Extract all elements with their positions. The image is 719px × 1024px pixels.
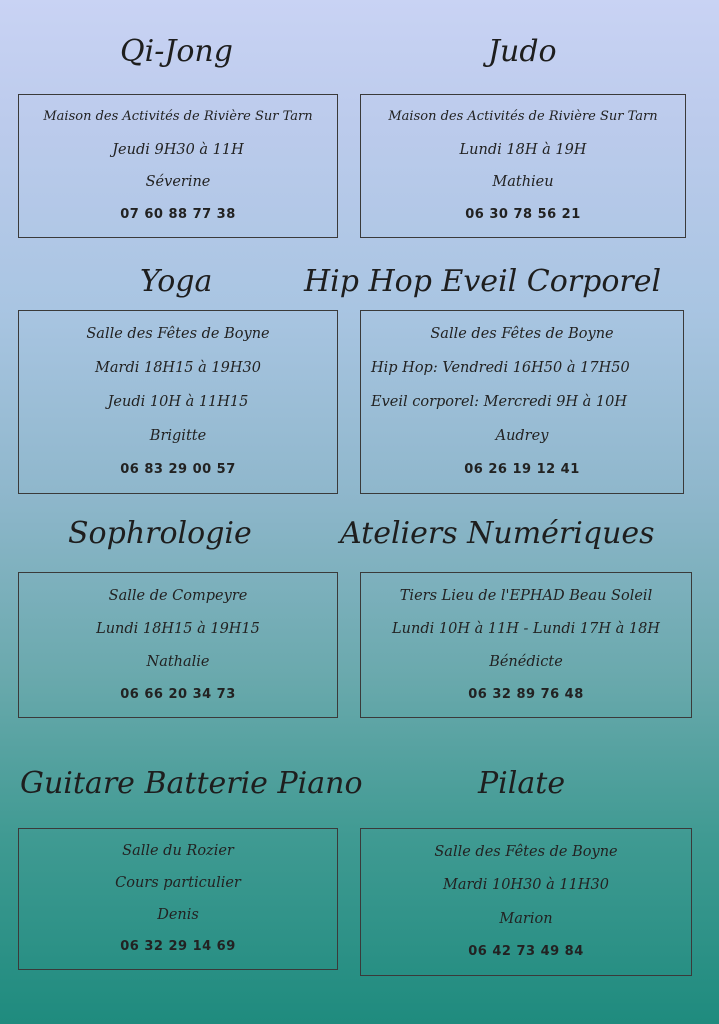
activity-phone: 06 66 20 34 73 <box>120 686 236 702</box>
activity-instructor: Audrey <box>495 428 549 444</box>
activity-location: Salle des Fêtes de Boyne <box>86 326 270 342</box>
activity-instructor: Brigitte <box>149 428 207 444</box>
activity-instructor: Marion <box>499 910 553 927</box>
activity-phone: 06 32 89 76 48 <box>468 686 584 702</box>
activity-box-sophrologie <box>18 572 338 718</box>
activity-location: Maison des Activités de Rivière Sur Tarn <box>43 109 313 125</box>
activity-box-ateliers-numeriques <box>360 572 692 718</box>
activity-location: Maison des Activités de Rivière Sur Tarn <box>388 109 658 125</box>
activity-instructor: Mathieu <box>492 174 554 191</box>
activity-schedule: Jeudi 10H à 11H15 <box>107 394 249 410</box>
activity-instructor: Séverine <box>145 174 211 191</box>
activity-instructor: Nathalie <box>146 653 210 670</box>
activity-title-pilate: Pilate <box>478 766 566 801</box>
activity-box-judo <box>360 94 686 238</box>
activity-phone: 06 42 73 49 84 <box>468 944 584 960</box>
activity-schedule: Mardi 18H15 à 19H30 <box>95 360 261 376</box>
activity-schedule: Eveil corporel: Mercredi 9H à 10H <box>371 394 628 410</box>
activity-title-ateliers-numeriques: Ateliers Numériques <box>340 516 655 551</box>
activity-phone: 06 30 78 56 21 <box>465 206 581 222</box>
activity-schedule: Jeudi 9H30 à 11H <box>112 141 244 158</box>
activity-schedule: Cours particulier <box>115 875 241 891</box>
activity-phone: 06 32 29 14 69 <box>120 939 236 954</box>
activity-box-pilate <box>360 828 692 976</box>
activity-schedule: Lundi 18H15 à 19H15 <box>96 620 260 637</box>
activity-box-qi-jong <box>18 94 338 238</box>
activity-title-guitare-batterie-piano: Guitare Batterie Piano <box>20 766 363 801</box>
activity-instructor: Bénédicte <box>489 653 563 670</box>
activity-phone: 07 60 88 77 38 <box>120 206 236 222</box>
activity-schedule: Mardi 10H30 à 11H30 <box>443 877 609 894</box>
activity-location: Salle des Fêtes de Boyne <box>434 843 618 860</box>
activity-title-sophrologie: Sophrologie <box>68 516 252 551</box>
activity-box-guitare-batterie-piano <box>18 828 338 970</box>
activity-schedule: Lundi 18H à 19H <box>459 141 587 158</box>
activity-phone: 06 26 19 12 41 <box>464 462 580 477</box>
activity-title-judo: Judo <box>488 34 557 69</box>
activity-title-hip-hop: Hip Hop Eveil Corporel <box>304 264 662 299</box>
activity-location: Salle des Fêtes de Boyne <box>430 326 614 342</box>
activity-location: Salle du Rozier <box>122 843 234 859</box>
activity-schedule: Lundi 10H à 11H - Lundi 17H à 18H <box>392 620 660 637</box>
activity-title-yoga: Yoga <box>140 264 213 299</box>
activity-box-hip-hop <box>360 310 684 494</box>
activity-title-qi-jong: Qi-Jong <box>120 34 233 69</box>
activity-box-yoga <box>18 310 338 494</box>
activity-location: Tiers Lieu de l'EPHAD Beau Soleil <box>399 587 653 604</box>
activity-schedule: Hip Hop: Vendredi 16H50 à 17H50 <box>371 360 630 376</box>
activity-instructor: Denis <box>157 907 199 923</box>
activity-location: Salle de Compeyre <box>108 587 248 604</box>
activity-phone: 06 83 29 00 57 <box>120 462 236 477</box>
